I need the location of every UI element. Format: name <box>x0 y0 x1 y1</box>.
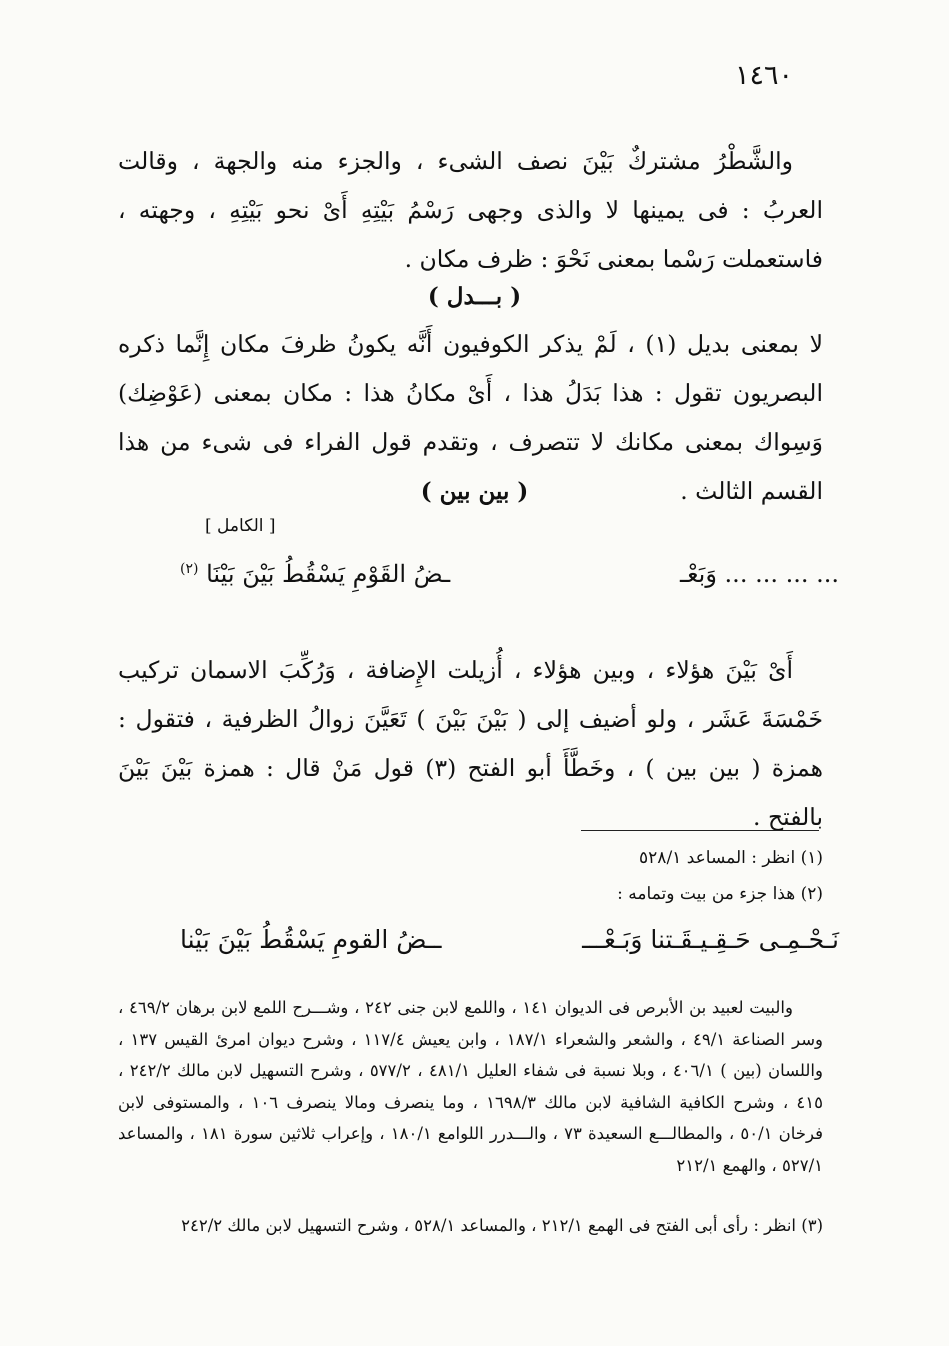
paragraph-badal-text: لا بمعنى بديل (١) ، لَمْ يذكر الكوفيون أَنَّه يكونُ ظرفَ مكان إِنَّما ذكره البصريون تقول : هذا بَدَلُ هذا ، أَىْ مكانُ هذا : مكان بمعنى (عَوْضِك) وَسِواك بمعنى مكانك لا تتصرف ، وتقدم قول الفراء فى شىء من هذا القسم الثالث . <box>118 330 823 505</box>
verse-first-hemistich: ... ... ... ... وَبَعْـ <box>680 560 839 588</box>
footnote-verse-second: ــضُ القومِ يَسْقُطُ بَيْنَ بَيْنا <box>180 925 442 954</box>
verse-second-hemistich <box>180 560 450 588</box>
paragraph-shatr <box>118 137 823 284</box>
footnote-1: (١) انظر : المساعد ٥٢٨/١ <box>639 848 823 868</box>
verse-second-hemistich-text: ـضُ القَوْمِ يَسْقُطُ بَيْنَ بَيْنَا <box>206 560 451 588</box>
footnote-3 <box>118 1210 823 1242</box>
page-number: ١٤٦٠ <box>735 60 794 91</box>
meter-label: [ الكامل ] <box>205 516 276 536</box>
footnote-separator <box>581 830 819 831</box>
footnote-mark-2: (٢) <box>180 561 199 577</box>
paragraph-bayna-text: أَىْ بَيْنَ هؤلاء ، وبين هؤلاء ، أُزيلت الإِضافة ، وَرُكِّبَ الاسمان تركيب خَمْسَةَ عَشَر ، ولو أضيف إلى ( بَيْنَ بَيْنَ ) تَعَيَّنَ زوالُ الظرفية ، فتقول : همزة ( بين بين ) ، وخَطَّأَ أبو الفتح (٣) قول مَنْ قال : همزة بَيْنَ بَيْنَ بالفتح . <box>118 656 823 831</box>
footnote-verse <box>180 925 839 954</box>
heading-badal: ( بـــدل ) <box>427 283 522 310</box>
paragraph-bayna <box>118 646 823 842</box>
footnote-2: (٢) هذا جزء من بيت وتمامه : <box>617 884 823 904</box>
paragraph-shatr-text: والشَّطْرُ مشتركٌ بَيْنَ نصف الشىء ، والجزء منه والجهة ، وقالت العربُ : فى يمينها لا والذى وجهى رَسْمُ بَيْتِهِ أَىْ نحو بَيْتِهِ ، وجهته ، فاستعملت رَسْما بمعنى نَحْوَ : ظرف مكان . <box>118 147 823 273</box>
verse-line <box>180 560 839 588</box>
footnote-2-sources-text: والبيت لعبيد بن الأبرص فى الديوان ١٤١ ، واللمع لابن جنى ٢٤٢ ، وشـــرح اللمع لابن برهان ٤٦٩/٢ ، وسر الصناعة ٤٩/١ ، والشعر والشعراء ١٨٧/١ ، وابن يعيش ١١٧/٤ ، وشرح ديوان امرئ القيس ١٣٧ ، واللسان (بين ) ٤٠٦/١ ، وبلا نسبة فى شفاء العليل ٤٨١/١ ، ٥٧٧/٢ ، وشرح التسهيل لابن مالك ٢٤٢/٢ ، ٤١٥ ، وشرح الكافية الشافية لابن مالك ١٦٩٨/٣ ، وما ينصرف ومالا ينصرف ١٠٦ ، والمستوفى لابن فرخان ٥٠/١ ، والمطالـــع السعيدة ٧٣ ، والـــدرر اللوامع ١٨٠/١ ، وإعراب ثلاثين سورة ١٨١ ، والمساعد ٥٢٧/١ ، والهمع ٢١٢/١ <box>118 998 823 1175</box>
footnote-verse-first: نَـحْـمِـى حَـقِـيـقَـتنا وَبَـعْـــ <box>582 925 839 954</box>
footnote-3-text: (٣) انظر : رأى أبى الفتح فى الهمع ٢١٢/١ ، والمساعد ٥٢٨/١ ، وشرح التسهيل لابن مالك ٢٤٢/٢ <box>181 1216 823 1235</box>
footnote-2-sources <box>118 992 823 1181</box>
heading-bayna-bayna: ( بين بين ) <box>420 478 529 505</box>
